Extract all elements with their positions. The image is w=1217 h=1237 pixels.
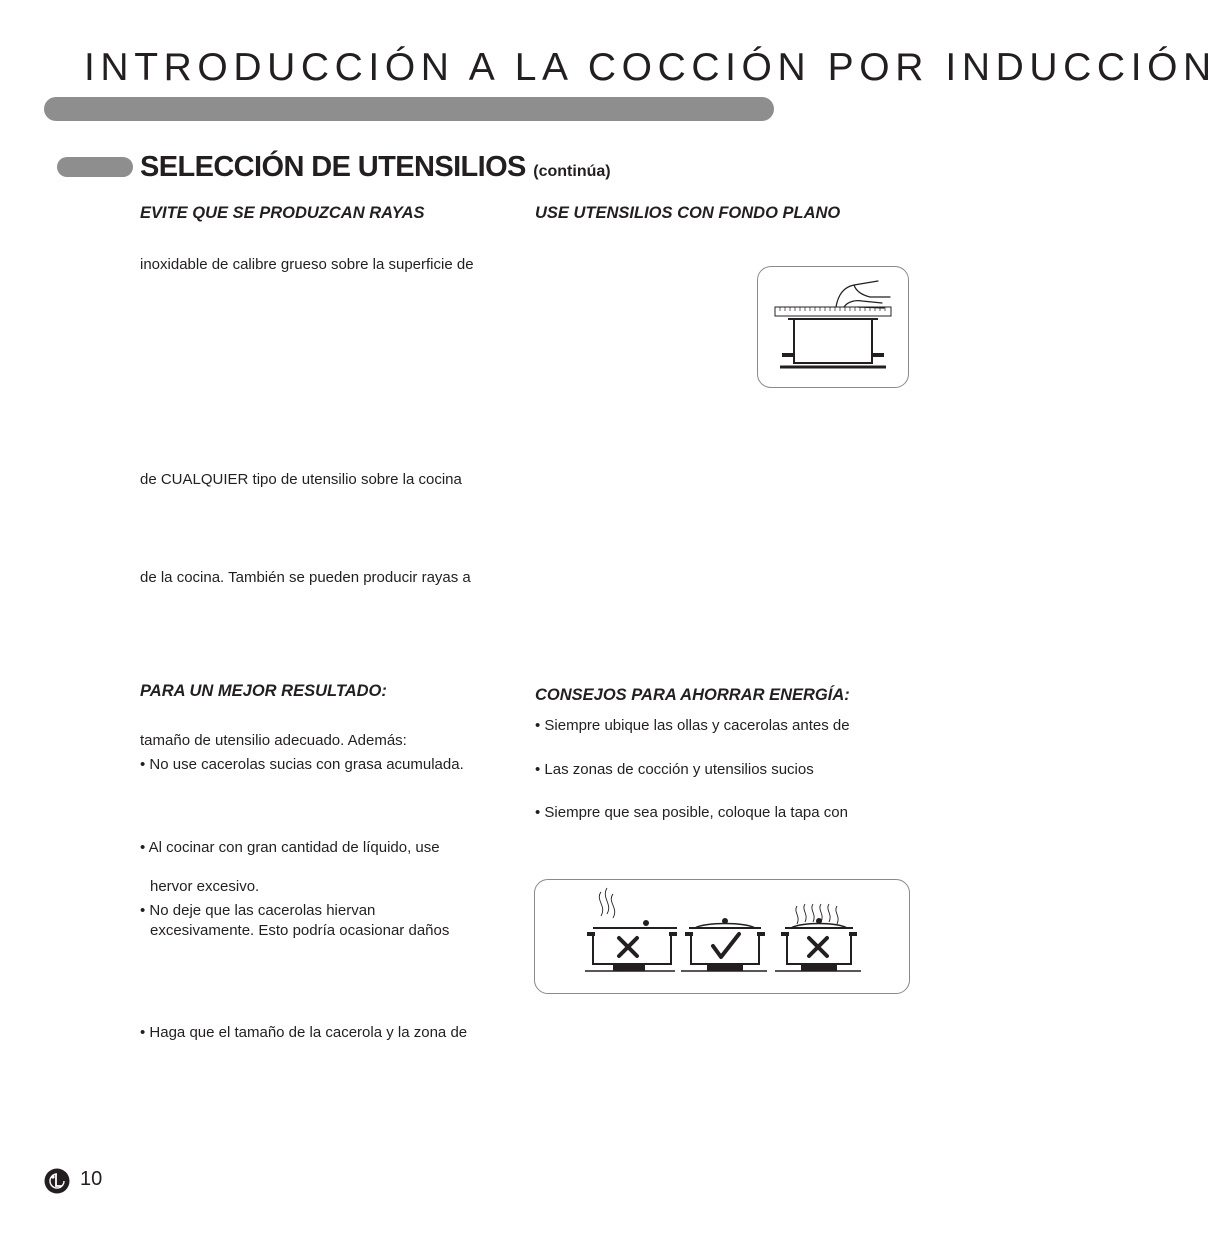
best-result-line-3: • Al cocinar con gran cantidad de líquido, use [140, 839, 440, 856]
energy-line-1: • Siempre ubique las ollas y cacerolas antes de [535, 717, 850, 734]
page-number: 10 [80, 1168, 103, 1190]
section-title [140, 151, 611, 184]
pot-with-lid-check-icon [681, 918, 767, 971]
best-result-line-6: excesivamente. Esto podría ocasionar daños [150, 922, 450, 939]
title-underline-bar [44, 97, 774, 121]
three-pots-icon [535, 880, 909, 993]
scratches-line-2: de CUALQUIER tipo de utensilio sobre la cocina [140, 471, 462, 488]
pot-no-lid-x-icon [585, 888, 677, 971]
pot-boiling-x-icon [775, 904, 861, 971]
best-result-line-2: • No use cacerolas sucias con grasa acumulada. [140, 756, 464, 773]
heading-energy-tips: CONSEJOS PARA AHORRAR ENERGÍA: [535, 686, 850, 704]
energy-line-3: • Siempre que sea posible, coloque la tapa con [535, 804, 848, 821]
page-title: INTRODUCCIÓN A LA COCCIÓN POR INDUCCIÓN [84, 46, 1217, 89]
heading-avoid-scratches: EVITE QUE SE PRODUZCAN RAYAS [140, 204, 425, 222]
best-result-line-7: • Haga que el tamaño de la cacerola y la zona de [140, 1024, 468, 1041]
heading-best-result: PARA UN MEJOR RESULTADO: [140, 682, 387, 700]
lid-tips-illustration [534, 879, 910, 994]
section-title-text: SELECCIÓN DE UTENSILIOS [140, 151, 526, 183]
scratches-line-3: de la cocina. También se pueden producir rayas a [140, 569, 471, 586]
scratches-line-1: inoxidable de calibre grueso sobre la superficie de [140, 256, 474, 273]
ruler-on-pot-icon [758, 267, 908, 387]
best-result-line-5: • No deje que las cacerolas hiervan [140, 902, 376, 919]
flat-bottom-illustration [757, 266, 909, 388]
lg-logo-icon [44, 1168, 70, 1194]
section-subtitle: (continúa) [533, 163, 611, 180]
energy-line-2: • Las zonas de cocción y utensilios sucios [535, 761, 814, 778]
section-marker-pill [57, 157, 133, 177]
best-result-line-4: hervor excesivo. [150, 878, 260, 895]
heading-flat-bottom: USE UTENSILIOS CON FONDO PLANO [535, 204, 841, 222]
best-result-line-1: tamaño de utensilio adecuado. Además: [140, 732, 407, 749]
